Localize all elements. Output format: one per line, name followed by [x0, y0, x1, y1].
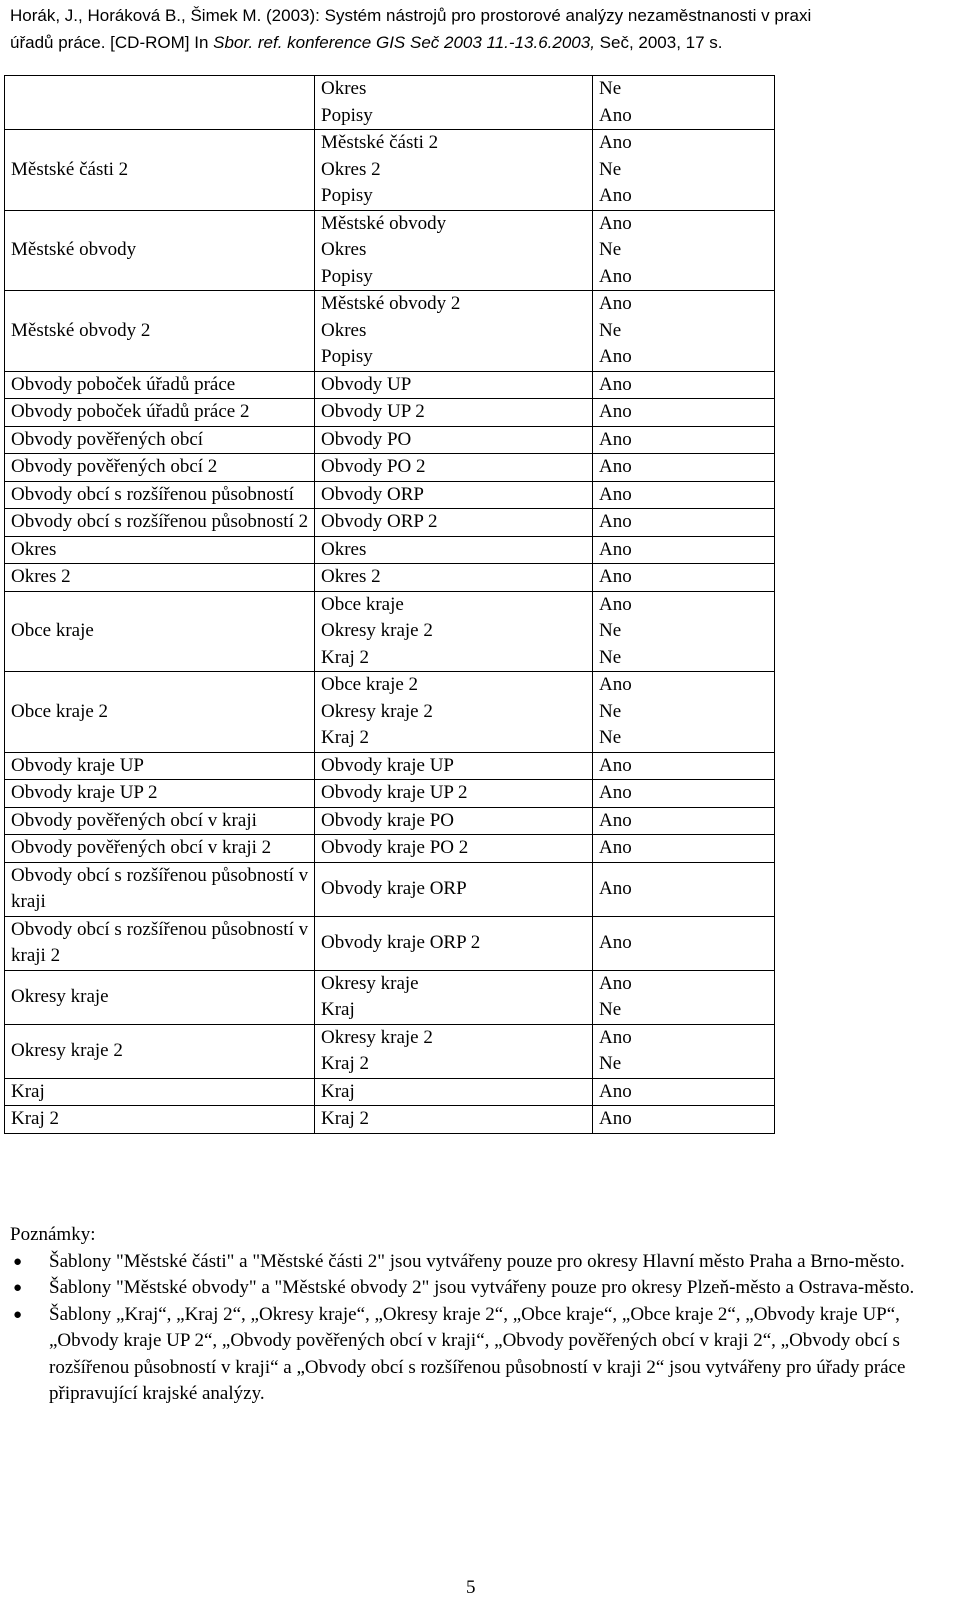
citation-line-2 [10, 29, 955, 56]
layer-value-cell [593, 399, 775, 427]
layer-name-cell [315, 564, 593, 592]
layer-name-cell [315, 399, 593, 427]
template-group-cell: Městské obvody 2 [5, 291, 315, 372]
layer-name: Městské obvody [321, 212, 447, 234]
layer-value: Ne [599, 999, 622, 1020]
layer-name-cell [315, 454, 593, 482]
table-row [5, 536, 775, 564]
template-group-cell: Obce kraje [5, 591, 315, 672]
layer-name: Kraj [321, 1080, 355, 1102]
layer-value: Ano [599, 931, 632, 953]
citation-line-2-italic: Sbor. ref. konference GIS Seč 2003 11.-13.6.2003, [213, 33, 595, 52]
page-number: 5 [466, 1577, 476, 1598]
layer-name-cell [315, 752, 593, 780]
layer-value: Ano [599, 754, 632, 776]
layer-name-cell [315, 807, 593, 835]
table-row [5, 1106, 775, 1134]
layer-value: Ano [599, 265, 632, 287]
layer-value: Ne [599, 700, 622, 722]
layer-name: Okres [321, 319, 367, 341]
table-row [5, 564, 775, 592]
layer-value: Ano [599, 877, 632, 899]
template-group-cell: Obce kraje 2 [5, 672, 315, 753]
layer-value: Ano [599, 1108, 632, 1129]
layer-value-cell [593, 807, 775, 835]
layer-name: Obvody PO 2 [321, 456, 426, 477]
layer-name: Obvody kraje ORP [321, 877, 467, 899]
layer-value-cell [593, 210, 775, 291]
layer-name-cell [315, 76, 593, 130]
template-group-cell: Obvody kraje UP 2 [5, 780, 315, 808]
layer-name: Popisy [321, 346, 373, 367]
layer-name: Obvody PO [321, 428, 412, 450]
layer-name: Obvody UP [321, 373, 412, 395]
layer-value-cell [593, 536, 775, 564]
template-group-cell: Obvody pověřených obcí 2 [5, 454, 315, 482]
template-group-cell: Obvody obcí s rozšířenou působností v kraji [5, 862, 315, 916]
layer-value: Ano [599, 593, 632, 615]
layer-name-cell [315, 862, 593, 916]
layer-value: Ano [599, 104, 632, 126]
layer-name-cell [315, 481, 593, 509]
template-group-cell: Obvody pověřených obcí v kraji 2 [5, 835, 315, 863]
table-row [5, 807, 775, 835]
layer-name-cell [315, 672, 593, 753]
layer-name: Obvody ORP 2 [321, 511, 438, 532]
layer-name-cell [315, 371, 593, 399]
notes-list [10, 1249, 955, 1408]
layer-value-cell [593, 481, 775, 509]
layer-name: Okres [321, 239, 367, 260]
layer-value: Ano [599, 566, 632, 587]
layer-name-cell [315, 536, 593, 564]
table-row [5, 752, 775, 780]
layer-value: Ano [599, 1026, 632, 1048]
layer-value-cell [593, 1024, 775, 1078]
table-row [5, 509, 775, 537]
layer-value: Ano [599, 972, 632, 994]
bullet-icon: ● [13, 1306, 23, 1323]
layer-value: Ano [599, 1080, 632, 1102]
layer-value-cell [593, 371, 775, 399]
layer-name: Obce kraje 2 [321, 674, 419, 695]
layer-value: Ano [599, 456, 632, 477]
layer-value-cell [593, 916, 775, 970]
layer-value: Ano [599, 185, 632, 206]
layer-value-cell [593, 130, 775, 211]
layer-name-cell [315, 509, 593, 537]
layer-value-cell [593, 970, 775, 1024]
layer-value-cell [593, 426, 775, 454]
layer-value: Ano [599, 428, 632, 450]
layer-name: Okresy kraje 2 [321, 700, 433, 722]
layer-value-cell [593, 76, 775, 130]
layer-value-cell [593, 454, 775, 482]
table-row [5, 970, 775, 1024]
layer-value: Ne [599, 1053, 622, 1074]
layer-name: Okresy kraje 2 [321, 1026, 433, 1048]
layer-value-cell [593, 1078, 775, 1106]
layer-value-cell [593, 1106, 775, 1134]
template-group-cell: Obvody poboček úřadů práce [5, 371, 315, 399]
table-row [5, 672, 775, 753]
layer-name: Obvody kraje ORP 2 [321, 931, 481, 953]
citation-line-2-end: Seč, 2003, 17 s. [594, 33, 723, 52]
layer-value-cell [593, 752, 775, 780]
templates-table [4, 75, 775, 1134]
layer-value-cell [593, 780, 775, 808]
layer-name: Popisy [321, 185, 373, 206]
layer-value: Ano [599, 837, 632, 858]
layer-value: Ano [599, 511, 632, 532]
layer-value: Ne [599, 158, 622, 180]
layer-name-cell [315, 426, 593, 454]
layer-name-cell [315, 291, 593, 372]
table-row [5, 591, 775, 672]
layer-name: Okresy kraje [321, 972, 419, 994]
layer-name: Kraj 2 [321, 727, 370, 748]
table-row [5, 130, 775, 211]
template-group-cell: Okres 2 [5, 564, 315, 592]
template-group-cell: Kraj [5, 1078, 315, 1106]
table-row [5, 862, 775, 916]
layer-name: Obvody kraje UP 2 [321, 782, 468, 803]
layer-value: Ano [599, 132, 632, 153]
template-group-cell: Obvody kraje UP [5, 752, 315, 780]
table-row [5, 291, 775, 372]
layer-name-cell [315, 1024, 593, 1078]
layer-value: Ne [599, 620, 622, 641]
layer-name-cell [315, 1106, 593, 1134]
template-group-cell: Okresy kraje 2 [5, 1024, 315, 1078]
layer-name: Městské obvody 2 [321, 293, 461, 314]
layer-value: Ne [599, 319, 622, 341]
template-group-cell: Obvody poboček úřadů práce 2 [5, 399, 315, 427]
table-row [5, 371, 775, 399]
table-row [5, 210, 775, 291]
layer-name: Kraj [321, 999, 355, 1020]
layer-value: Ano [599, 212, 632, 234]
layer-name: Okres 2 [321, 566, 381, 587]
template-group-cell: Okres [5, 536, 315, 564]
template-group-cell: Obvody obcí s rozšířenou působností v kraji 2 [5, 916, 315, 970]
note-item [10, 1302, 955, 1408]
layer-name: Okres [321, 78, 367, 99]
layer-value: Ano [599, 373, 632, 395]
layer-value: Ne [599, 239, 622, 260]
layer-name: Okres 2 [321, 158, 381, 180]
layer-value-cell [593, 862, 775, 916]
layer-value: Ne [599, 646, 622, 668]
layer-name: Kraj 2 [321, 1108, 370, 1129]
notes-title: Poznámky: [10, 1224, 96, 1245]
layer-name: Obvody kraje UP [321, 754, 454, 776]
layer-name: Popisy [321, 104, 373, 126]
layer-value: Ne [599, 727, 622, 748]
note-text: Šablony "Městské části" a "Městské části 2" jsou vytvářeny pouze pro okresy Hlavní město Praha a Brno-město. [49, 1250, 905, 1272]
bullet-icon: ● [13, 1253, 23, 1270]
layer-name: Kraj 2 [321, 1053, 370, 1074]
template-group-cell: Městské obvody [5, 210, 315, 291]
notes-section [10, 1222, 955, 1408]
layer-value: Ano [599, 809, 632, 831]
layer-name: Okresy kraje 2 [321, 620, 433, 641]
citation-header [10, 2, 955, 56]
table-row [5, 399, 775, 427]
layer-name: Okres [321, 538, 367, 560]
citation-line-1: Horák, J., Horáková B., Šimek M. (2003): Systém nástrojů pro prostorové analýzy nezaměstnanosti v praxi [10, 6, 812, 25]
table-row [5, 916, 775, 970]
layer-value: Ano [599, 293, 632, 314]
citation-line-2-start: úřadů práce. [CD-ROM] In [10, 33, 214, 52]
layer-value: Ano [599, 346, 632, 367]
layer-value: Ano [599, 782, 632, 803]
template-group-cell [5, 76, 315, 130]
layer-value: Ano [599, 538, 632, 560]
layer-name-cell [315, 835, 593, 863]
layer-name-cell [315, 130, 593, 211]
template-group-cell: Okresy kraje [5, 970, 315, 1024]
table-row [5, 1024, 775, 1078]
layer-value-cell [593, 291, 775, 372]
layer-value: Ano [599, 674, 632, 695]
table-row [5, 76, 775, 130]
table-row [5, 481, 775, 509]
layer-value-cell [593, 564, 775, 592]
layer-value-cell [593, 591, 775, 672]
layer-name: Obvody UP 2 [321, 401, 425, 422]
layer-name-cell [315, 591, 593, 672]
layer-name: Obvody ORP [321, 483, 424, 505]
layer-name-cell [315, 1078, 593, 1106]
bullet-icon: ● [13, 1280, 23, 1296]
layer-value-cell [593, 835, 775, 863]
layer-name: Popisy [321, 265, 373, 287]
template-group-cell: Městské části 2 [5, 130, 315, 211]
table-row [5, 1078, 775, 1106]
template-group-cell: Obvody obcí s rozšířenou působností 2 [5, 509, 315, 537]
layer-name-cell [315, 916, 593, 970]
table-row [5, 780, 775, 808]
layer-name: Kraj 2 [321, 646, 370, 668]
templates-table-body [5, 76, 775, 1134]
note-item [10, 1249, 955, 1276]
layer-name: Městské části 2 [321, 132, 439, 153]
note-item [10, 1275, 955, 1302]
template-group-cell: Obvody pověřených obcí [5, 426, 315, 454]
template-group-cell: Obvody pověřených obcí v kraji [5, 807, 315, 835]
note-text: Šablony "Městské obvody" a "Městské obvody 2" jsou vytvářeny pouze pro okresy Plzeň-město a Ostrava-město. [49, 1277, 915, 1298]
layer-value: Ne [599, 78, 622, 99]
layer-name: Obvody kraje PO 2 [321, 837, 469, 858]
template-group-cell: Obvody obcí s rozšířenou působností [5, 481, 315, 509]
layer-value-cell [593, 672, 775, 753]
layer-name: Obvody kraje PO [321, 809, 454, 831]
layer-name-cell [315, 780, 593, 808]
note-text: Šablony „Kraj“, „Kraj 2“, „Okresy kraje“, „Okresy kraje 2“, „Obce kraje“, „Obce kraje 2“, „Obvody kraje UP“, „Obvody kraje UP 2“, „Obvody pověřených obcí v kraji“, „Obvody pověřených obcí v kraji 2“, „Obvody obcí s rozšířenou působností v kraji“ a „Obvody obcí s rozšířenou působností v kraji 2“ jsou vytvářeny pro úřady práce připravující krajské analýzy. [49, 1303, 906, 1404]
table-row [5, 454, 775, 482]
template-group-cell: Kraj 2 [5, 1106, 315, 1134]
layer-value: Ano [599, 483, 632, 505]
layer-value: Ano [599, 401, 632, 422]
layer-name-cell [315, 210, 593, 291]
table-row [5, 426, 775, 454]
layer-value-cell [593, 509, 775, 537]
table-row [5, 835, 775, 863]
layer-name-cell [315, 970, 593, 1024]
layer-name: Obce kraje [321, 593, 404, 615]
